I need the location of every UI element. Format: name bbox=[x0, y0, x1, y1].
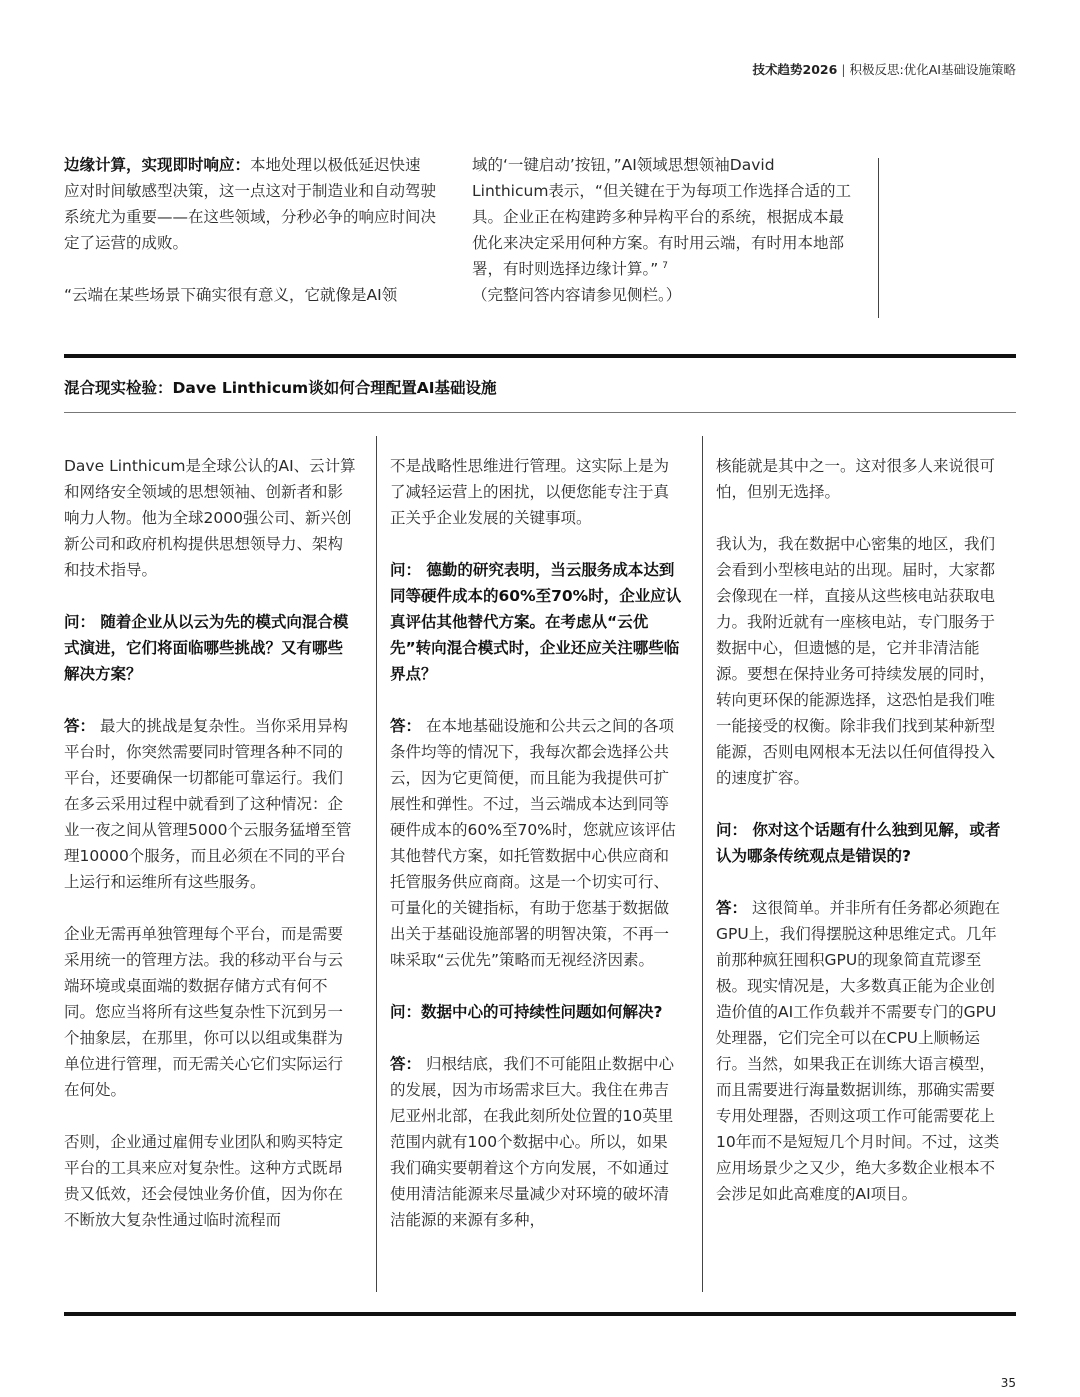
sidebar-column-2 bbox=[390, 453, 682, 1233]
sidebar-column-3 bbox=[716, 453, 1008, 1207]
edge-computing-paragraph bbox=[64, 152, 436, 256]
question-2: 问： 德勤的研究表明，当云服务成本达到同等硬件成本的60%至70%时，企业应认真评估其他替代方案。在考虑从“云优先”转向混合模式时，企业还应关注哪些临界点？ bbox=[390, 561, 682, 683]
bio-paragraph: Dave Linthicum是全球公认的AI、云计算和网络安全领域的思想领袖、创新者和影响力人物。他为全球2000强公司、新兴创新公司和政府机构提供思想领导力、架构和技术指导。 bbox=[64, 457, 356, 579]
header-title: 积极反思:优化AI基础设施策略 bbox=[849, 62, 1016, 77]
answer-1-text: 最大的挑战是复杂性。当你采用异构平台时，你突然需要同时管理各种不同的平台，还要确保一切都能可靠运行。我们在多云采用过程中就看到了这种情况：企业一夜之间从管理5000个云服务猛增至管理10000个服务，而且必须在不同的平台上运行和运维所有这些服务。 bbox=[64, 717, 352, 891]
nuclear-paragraph: 核能就是其中之一。这对很多人来说很可怕，但别无选择。 bbox=[716, 457, 996, 501]
footnote-ref: 7 bbox=[662, 260, 669, 271]
sidebar-column-1 bbox=[64, 453, 356, 1233]
answer-4-text: 这很简单。并非所有任务都必须跑在GPU上，我们得摆脱这种思维定式。几年前那种疯狂囤积GPU的现象简直荒谬至极。现实情况是，大多数真正能为企业创造价值的AI工作负载并不需要专门的GPU处理器，它们完全可以在CPU上顺畅运行。当然，如果我正在训练大语言模型，而且需要进行海量数据训练，那确实需要专用处理器，否则这项工作可能需要花上10年而不是短短几个月时间。不过，这类应用场景少之又少，绝大多数企业根本不会涉足如此高难度的AI项目。 bbox=[716, 899, 1000, 1203]
sidebar-top-rule bbox=[64, 354, 1016, 358]
answer-label: 答： bbox=[64, 717, 96, 735]
complexity-paragraph: 否则，企业通过雇佣专业团队和购买特定平台的工具来应对复杂性。这种方式既昂贵又低效，还会侵蚀业务价值，因为你在不断放大复杂性通过临时流程而 bbox=[64, 1133, 344, 1229]
quote-continuation bbox=[472, 152, 852, 282]
answer-label: 答： bbox=[716, 899, 748, 917]
question-4: 问： 你对这个话题有什么独到见解，或者认为哪条传统观点是错误的? bbox=[716, 821, 1001, 865]
question-3: 问：数据中心的可持续性问题如何解决? bbox=[390, 1003, 663, 1021]
question-1: 问： 随着企业从以云为先的模式向混合模式演进，它们将面临哪些挑战？又有哪些解决方案？ bbox=[64, 613, 349, 683]
sidebar-bottom-rule bbox=[64, 1312, 1016, 1316]
answer-3-text: 归根结底，我们不可能阻止数据中心的发展，因为市场需求巨大。我住在弗吉尼亚州北部，在我此刻所处位置的10英里范围内就有100个数据中心。所以，如果我们确实要朝着这个方向发展，不如通过使用清洁能源来尽量减少对环境的破坏清洁能源的来源有多种， bbox=[390, 1055, 674, 1229]
quote-start: “云端在某些场景下确实很有意义，它就像是AI领 bbox=[64, 286, 398, 304]
sidebar-title-rule bbox=[64, 412, 1016, 413]
quote-text: 域的‘一键启动’按钮，”AI领域思想领袖David Linthicum表示，“但关键在于为每项工作选择合适的工具。企业正在构建跨多种异构平台的系统，根据成本最优化来决定采用何种方案。有时用云端，有时用本地部署，有时则选择边缘计算。” bbox=[472, 156, 851, 278]
intro-divider bbox=[878, 158, 879, 318]
header-section: 技术趋势2026 bbox=[752, 62, 838, 77]
answer-label: 答： bbox=[390, 1055, 422, 1073]
page-number: 35 bbox=[1000, 1376, 1016, 1390]
answer-4 bbox=[716, 895, 1008, 1207]
answer-label: 答： bbox=[390, 717, 422, 735]
edge-computing-label: 边缘计算，实现即时响应： bbox=[64, 156, 251, 174]
answer-2-text: 在本地基础设施和公共云之间的各项条件均等的情况下，我每次都会选择公共云，因为它更简便，而且能为我提供可扩展性和弹性。不过，当云端成本达到同等硬件成本的60%至70%时，您就应该评估其他替代方案，如托管数据中心供应商和托管服务供应商商。这是一个切实可行、可量化的关键指标，有助于您基于数据做出关于基础设施部署的明智决策，不再一味采取“云优先”策略而无视经济因素。 bbox=[390, 717, 676, 969]
edge-computing-text: 本地处理以极低延迟快速应对时间敏感型决策，这一点这对于制造业和自动驾驶系统尤为重要——在这些领域，分秒必争的响应时间决定了运营的成败。 bbox=[64, 156, 437, 252]
answer-2 bbox=[390, 713, 682, 973]
sidebar-title: 混合现实检验：Dave Linthicum谈如何合理配置AI基础设施 bbox=[64, 379, 497, 397]
unified-management-paragraph: 企业无需再单独管理每个平台，而是需要采用统一的管理方法。我的移动平台与云端环境或桌面端的数据存储方式有何不同。您应当将所有这些复杂性下沉到另一个抽象层，在那里，你可以以组或集群为单位进行管理，而无需关心它们实际运行在何处。 bbox=[64, 925, 344, 1099]
intro-left-column bbox=[64, 152, 436, 308]
intro-right-column bbox=[472, 152, 852, 308]
column-divider-2 bbox=[702, 436, 703, 1292]
strategy-continuation: 不是战略性思维进行管理。这实际上是为了减轻运营上的困扰，以便您能专注于真正关乎企业发展的关键事项。 bbox=[390, 457, 670, 527]
running-header bbox=[753, 60, 1016, 78]
power-plant-paragraph: 我认为，我在数据中心密集的地区，我们会看到小型核电站的出现。届时，大家都会像现在一样，直接从这些核电站获取电力。我附近就有一座核电站，专门服务于数据中心，但遗憾的是，它并非清洁能源。要想在保持业务可持续发展的同时，转向更环保的能源选择，这恐怕是我们唯一能接受的权衡。除非我们找到某种新型能源，否则电网根本无法以任何值得投入的速度扩容。 bbox=[716, 535, 996, 787]
answer-1 bbox=[64, 713, 356, 895]
sidebar-note: （完整问答内容请参见侧栏。） bbox=[472, 286, 682, 304]
column-divider-1 bbox=[376, 436, 377, 1292]
answer-3 bbox=[390, 1051, 682, 1233]
header-separator: | bbox=[841, 62, 846, 77]
